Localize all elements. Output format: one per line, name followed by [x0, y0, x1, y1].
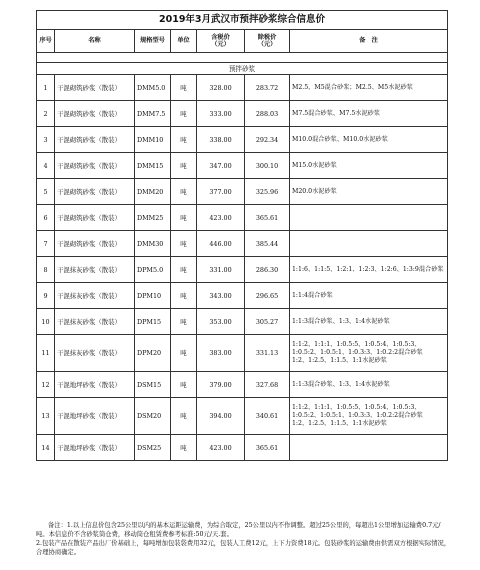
row-no: 3 — [37, 127, 55, 153]
row-no: 4 — [37, 153, 55, 179]
row-spec: DPM10 — [135, 283, 171, 309]
row-no: 13 — [37, 398, 55, 435]
row-spec: DSM25 — [135, 435, 171, 461]
row-name: 干混抹灰砂浆（散装） — [55, 283, 135, 309]
row-price-tax: 394.00 — [197, 398, 245, 435]
row-spec: DMM30 — [135, 231, 171, 257]
row-note: M10.0混合砂浆、M10.0水泥砂浆 — [290, 127, 448, 153]
row-note: 1:1:6、1:1:5、1:2:1、1:2:3、1:2:6、1:3:9混合砂浆 — [290, 257, 448, 283]
row-price-tax: 333.00 — [197, 101, 245, 127]
row-price-tax: 423.00 — [197, 435, 245, 461]
row-unit: 吨 — [171, 283, 197, 309]
row-price-notax: 286.30 — [245, 257, 290, 283]
row-name: 干混地坪砂浆（散装） — [55, 372, 135, 398]
row-note — [290, 435, 448, 461]
row-price-notax: 300.10 — [245, 153, 290, 179]
table-row — [37, 179, 448, 205]
table-row — [37, 283, 448, 309]
footnote-1: 备注：1.以上信息价包含25公里以内的基本运距运输费，为综合取定，25公里以内不作调整。超过25公里的，每超出1公里增加运输费0.7元/吨。本信息价不含砂浆筒仓费，移动筒仓租赁费参考标准:50元/天.套。 — [36, 522, 441, 538]
row-spec: DMM25 — [135, 205, 171, 231]
table-row — [37, 153, 448, 179]
row-name: 干混地坪砂浆（散装） — [55, 435, 135, 461]
header-no: 序号 — [37, 30, 55, 53]
row-name: 干混砌筑砂浆（散装） — [55, 127, 135, 153]
row-note: M2.5、M5混合砂浆；M2.5、M5水泥砂浆 — [290, 75, 448, 101]
row-price-notax: 331.13 — [245, 335, 290, 372]
row-name: 干混抹灰砂浆（散装） — [55, 335, 135, 372]
row-price-tax: 379.00 — [197, 372, 245, 398]
row-price-notax: 325.96 — [245, 179, 290, 205]
row-name: 干混砌筑砂浆（散装） — [55, 231, 135, 257]
row-unit: 吨 — [171, 205, 197, 231]
row-no: 6 — [37, 205, 55, 231]
row-unit: 吨 — [171, 309, 197, 335]
table-row — [37, 309, 448, 335]
row-note: M15.0水泥砂浆 — [290, 153, 448, 179]
table-row — [37, 435, 448, 461]
row-price-notax: 327.68 — [245, 372, 290, 398]
row-price-tax: 331.00 — [197, 257, 245, 283]
table-row — [37, 75, 448, 101]
table-row — [37, 205, 448, 231]
row-unit: 吨 — [171, 398, 197, 435]
row-note — [290, 205, 448, 231]
row-note: 1:1:4混合砂浆 — [290, 283, 448, 309]
row-no: 12 — [37, 372, 55, 398]
header-price-notax: 除税价 （元） — [245, 30, 290, 53]
table-row — [37, 257, 448, 283]
row-price-tax: 343.00 — [197, 283, 245, 309]
row-no: 1 — [37, 75, 55, 101]
row-price-tax: 383.00 — [197, 335, 245, 372]
row-price-notax: 385.44 — [245, 231, 290, 257]
row-price-notax: 340.61 — [245, 398, 290, 435]
row-price-tax: 446.00 — [197, 231, 245, 257]
section-row — [37, 63, 448, 75]
row-spec: DMM7.5 — [135, 101, 171, 127]
row-name: 干混抹灰砂浆（散装） — [55, 309, 135, 335]
table-row — [37, 127, 448, 153]
row-price-tax: 377.00 — [197, 179, 245, 205]
blank-row — [37, 53, 448, 63]
row-note: 1:1:3混合砂浆、1:3、1:4水泥砂浆 — [290, 372, 448, 398]
row-price-tax: 328.00 — [197, 75, 245, 101]
row-unit: 吨 — [171, 335, 197, 372]
header-unit: 单位 — [171, 30, 197, 53]
header-price-tax: 含税价 （元） — [197, 30, 245, 53]
row-unit: 吨 — [171, 372, 197, 398]
row-price-notax: 365.61 — [245, 205, 290, 231]
row-spec: DSM15 — [135, 372, 171, 398]
section-label: 预拌砂浆 — [37, 63, 448, 75]
row-name: 干混砌筑砂浆（散装） — [55, 101, 135, 127]
row-unit: 吨 — [171, 435, 197, 461]
footnote-2: 2.包装产品在散装产品出厂价基础上，每吨增加包装袋费用32元，包装人工费12元，上下力资费18元。包装砂浆的运输费由供需双方根据实际情况，合理协商确定。 — [36, 540, 451, 556]
row-price-notax: 292.34 — [245, 127, 290, 153]
row-no: 5 — [37, 179, 55, 205]
row-price-notax: 283.72 — [245, 75, 290, 101]
price-table — [36, 10, 448, 461]
table-row — [37, 398, 448, 435]
row-note: M20.0水泥砂浆 — [290, 179, 448, 205]
row-unit: 吨 — [171, 257, 197, 283]
row-name: 干混砌筑砂浆（散装） — [55, 153, 135, 179]
row-no: 14 — [37, 435, 55, 461]
header-spec: 规格型号 — [135, 30, 171, 53]
header-note: 备 注 — [290, 30, 448, 53]
row-spec: DMM10 — [135, 127, 171, 153]
row-spec: DSM20 — [135, 398, 171, 435]
row-no: 2 — [37, 101, 55, 127]
row-price-tax: 338.00 — [197, 127, 245, 153]
row-note: M7.5混合砂浆、M7.5水泥砂浆 — [290, 101, 448, 127]
row-name: 干混抹灰砂浆（散装） — [55, 257, 135, 283]
row-price-notax: 296.65 — [245, 283, 290, 309]
row-name: 干混砌筑砂浆（散装） — [55, 179, 135, 205]
row-no: 8 — [37, 257, 55, 283]
row-unit: 吨 — [171, 179, 197, 205]
row-spec: DPM15 — [135, 309, 171, 335]
row-price-notax: 288.03 — [245, 101, 290, 127]
row-unit: 吨 — [171, 231, 197, 257]
row-no: 7 — [37, 231, 55, 257]
row-name: 干混砌筑砂浆（散装） — [55, 205, 135, 231]
row-spec: DPM20 — [135, 335, 171, 372]
footnotes — [36, 521, 452, 557]
row-price-tax: 353.00 — [197, 309, 245, 335]
row-note: 1:1:2、1:1:1、1:0.5:5、1:0.5:4、1:0.5:3、1:0.5:2、1:0.5:1、1:0.3:3、1:0.2:2混合砂浆 1:2、1:2.5、1:1.5、1:1水泥砂浆 — [290, 335, 448, 372]
row-unit: 吨 — [171, 127, 197, 153]
table-row — [37, 372, 448, 398]
row-spec: DMM15 — [135, 153, 171, 179]
row-spec: DMM5.0 — [135, 75, 171, 101]
page-title: 2019年3月武汉市预拌砂浆综合信息价 — [37, 11, 448, 30]
row-spec: DMM20 — [135, 179, 171, 205]
header-name: 名称 — [55, 30, 135, 53]
row-price-tax: 347.00 — [197, 153, 245, 179]
row-unit: 吨 — [171, 153, 197, 179]
row-no: 10 — [37, 309, 55, 335]
table-row — [37, 101, 448, 127]
row-price-tax: 423.00 — [197, 205, 245, 231]
row-name: 干混地坪砂浆（散装） — [55, 398, 135, 435]
row-unit: 吨 — [171, 101, 197, 127]
price-sheet — [36, 10, 447, 461]
row-no: 9 — [37, 283, 55, 309]
row-price-notax: 305.27 — [245, 309, 290, 335]
row-note: 1:1:2、1:1:1、1:0.5:5、1:0.5:4、1:0.5:3、1:0.5:2、1:0.5:1、1:0.3:3、1:0.2:2混合砂浆 1:2、1:2.5、1:1.5、1:1水泥砂浆 — [290, 398, 448, 435]
row-spec: DPM5.0 — [135, 257, 171, 283]
row-note: 1:1:3混合砂浆、1:3、1:4水泥砂浆 — [290, 309, 448, 335]
row-unit: 吨 — [171, 75, 197, 101]
row-note — [290, 231, 448, 257]
row-price-notax: 365.61 — [245, 435, 290, 461]
row-name: 干混砌筑砂浆（散装） — [55, 75, 135, 101]
table-row — [37, 231, 448, 257]
row-no: 11 — [37, 335, 55, 372]
table-row — [37, 335, 448, 372]
